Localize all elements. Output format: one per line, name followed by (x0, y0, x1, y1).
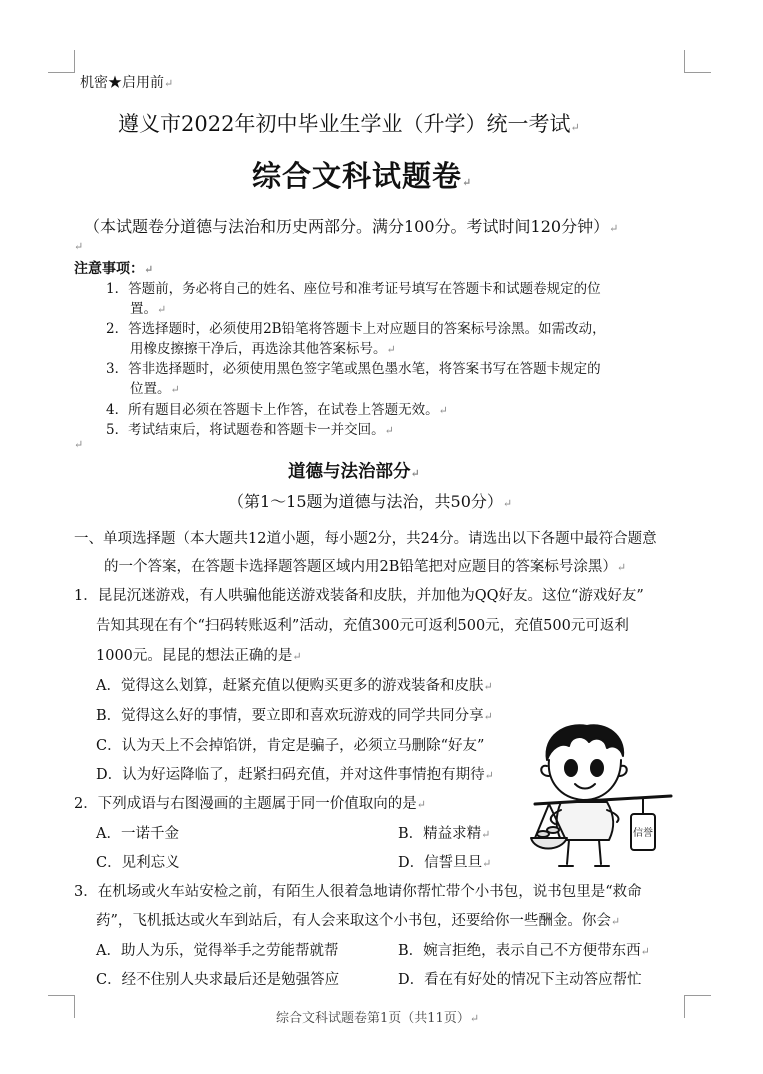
secret-label: 机密★启用前↵ (80, 75, 174, 91)
paper-title: 综合文科试题卷↵ (252, 159, 473, 193)
q1-option: A．觉得这么划算，赶紧充值以便购买更多的游戏装备和皮肤↵ (96, 678, 493, 694)
q3-option: B．婉言拒绝，表示自己不方便带东西↵ (398, 943, 650, 959)
notes-heading: 注意事项：↵ (74, 261, 154, 277)
page-footer: 综合文科试题卷第1页（共11页）↵ (276, 1011, 480, 1026)
q1-stem: 1000元。昆昆的想法正确的是↵ (96, 648, 302, 664)
note-line: 4．所有题目必须在答题卡上作答，在试卷上答题无效。↵ (106, 402, 448, 418)
q3-option: C．经不住别人央求最后还是勉强答应 (96, 972, 340, 988)
q1-option: C．认为天上不会掉馅饼，肯定是骗子，必须立马删除“好友” (96, 738, 485, 754)
q1-option: B．觉得这么好的事情，要立即和喜欢玩游戏的同学共同分享↵ (96, 708, 493, 724)
note-line: 用橡皮擦擦干净后，再选涂其他答案标号。↵ (130, 341, 396, 357)
section-subtitle: （第1～15题为道德与法治，共50分）↵ (228, 492, 513, 511)
q1-stem: 告知其现在有个“扫码转账返利”活动，充值300元可返利500元，充值500元可返利 (96, 618, 629, 634)
exam-title: 遵义市2022年初中毕业生学业（升学）统一考试↵ (118, 112, 580, 136)
note-line: 2．答选择题时，必须使用2B铅笔将答题卡上对应题目的答案标号涂黑。如需改动， (106, 321, 606, 337)
q1-stem: 1．昆昆沉迷游戏，有人哄骗他能送游戏装备和皮肤，并加他为QQ好友。这位“游戏好友” (74, 588, 644, 604)
blank-line-mark: ↵ (74, 438, 84, 451)
q1-option: D．认为好运降临了，赶紧扫码充值，并对这件事情抱有期待↵ (96, 767, 494, 783)
part1-instruction: 的一个答案，在答题卡选择题答题区域内用2B铅笔把对应题目的答案标号涂黑）↵ (104, 559, 627, 575)
crop-mark-top-left (48, 50, 75, 73)
exam-info: （本试题卷分道德与法治和历史两部分。满分100分。考试时间120分钟）↵ (84, 217, 619, 236)
q3-option: A．助人为乐，觉得举手之劳能帮就帮 (96, 943, 339, 959)
cartoon-tag-text: 信誉 (633, 828, 653, 839)
note-line: 位置。↵ (130, 381, 180, 397)
q2-option: D．信誓旦旦↵ (398, 855, 492, 871)
note-line: 5．考试结束后，将试题卷和答题卡一并交回。↵ (106, 422, 394, 438)
q3-stem: 3．在机场或火车站安检之前，有陌生人很着急地请你帮忙带个小书包，说书包里是“救命 (74, 884, 642, 900)
note-line: 置。↵ (130, 301, 167, 317)
q2-option: B．精益求精↵ (398, 826, 491, 842)
cartoon-illustration (525, 718, 675, 870)
crop-mark-bottom-left (48, 995, 75, 1018)
blank-line-mark: ↵ (74, 240, 84, 253)
crop-mark-top-right (684, 50, 711, 73)
crop-mark-bottom-right (684, 995, 711, 1018)
q2-option: C．见利忘义 (96, 855, 180, 871)
note-line: 1．答题前，务必将自己的姓名、座位号和准考证号填写在答题卡和试题卷规定的位 (106, 281, 601, 297)
q2-stem: 2．下列成语与右图漫画的主题属于同一价值取向的是↵ (74, 796, 426, 812)
q3-option: D．看在有好处的情况下主动答应帮忙 (398, 972, 642, 988)
q3-stem: 药”，飞机抵达或火车到站后，有人会来取这个小书包，还要给你一些酬金。你会↵ (96, 913, 621, 929)
q2-option: A．一诺千金 (96, 826, 179, 842)
section-title: 道德与法治部分↵ (288, 462, 420, 482)
note-line: 3．答非选择题时，必须使用黑色签字笔或黑色墨水笔，将答案书写在答题卡规定的 (106, 361, 601, 377)
part1-instruction: 一、单项选择题（本大题共12道小题，每小题2分，共24分。请选出以下各题中最符合题意 (74, 531, 657, 547)
